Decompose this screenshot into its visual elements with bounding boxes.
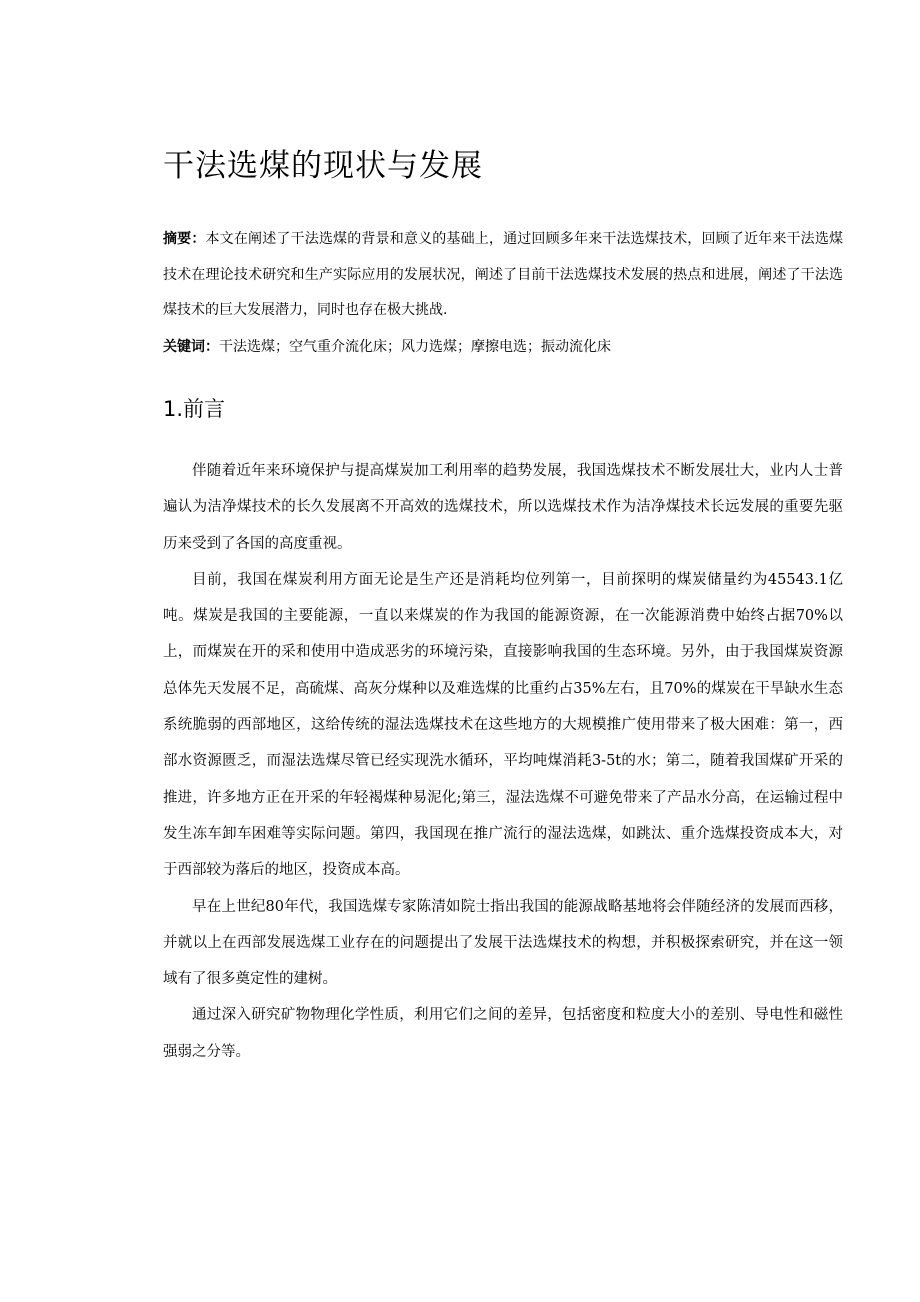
abstract-text: 本文在阐述了干法选煤的背景和意义的基础上，通过回顾多年来干法选煤技术，回顾了近年来干法选煤技术在理论技术研究和生产实际应用的发展状况，阐述了目前干法选煤技术发展的热点和进展，阐述了干法选煤技术的巨大发展潜力，同时也存在极大挑战. bbox=[163, 231, 844, 318]
keywords-label: 关键词： bbox=[163, 339, 219, 355]
section-heading: 1.前言 bbox=[163, 397, 226, 421]
document-title: 干法选煤的现状与发展 bbox=[163, 148, 483, 184]
abstract bbox=[163, 222, 843, 329]
body-text bbox=[163, 453, 843, 1070]
keywords bbox=[163, 330, 843, 365]
paragraph-4: 通过深入研究矿物物理化学性质，利用它们之间的差异，包括密度和粒度大小的差别、导电性和磁性强弱之分等。 bbox=[163, 1007, 843, 1060]
abstract-label: 摘要： bbox=[163, 231, 206, 247]
paragraph-3: 早在上世纪80年代，我国选煤专家陈清如院士指出我国的能源战略基地将会伴随经济的发展而西移，并就以上在西部发展选煤工业存在的问题提出了发展干法选煤技术的构想，并积极探索研究，并在这一领域有了很多奠定性的建树。 bbox=[163, 898, 843, 988]
keywords-text: 干法选煤；空气重介流化床；风力选煤；摩擦电选；振动流化床 bbox=[219, 339, 611, 355]
paragraph-1: 伴随着近年来环境保护与提高煤炭加工利用率的趋势发展，我国选煤技术不断发展壮大，业内人士普遍认为洁净煤技术的长久发展离不开高效的选煤技术，所以选煤技术作为洁净煤技术长远发展的重要先驱历来受到了各国的高度重视。 bbox=[163, 463, 843, 552]
paragraph-2: 目前，我国在煤炭利用方面无论是生产还是消耗均位列第一，目前探明的煤炭储量约为45543.1亿吨。煤炭是我国的主要能源，一直以来煤炭的作为我国的能源资源，在一次能源消费中始终占据70%以上，而煤炭在开的采和使用中造成恶劣的环境污染，直接影响我国的生态环境。另外，由于我国煤炭资源总体先天发展不足，高硫煤、高灰分煤种以及难选煤的比重约占35%左右，且70%的煤炭在干旱缺水生态系统脆弱的西部地区，这给传统的湿法选煤技术在这些地方的大规模推广使用带来了极大困难：第一，西部水资源匮乏，而湿法选煤尽管已经实现洗水循环，平均吨煤消耗3-5t的水；第二，随着我国煤矿开采的推进，许多地方正在开采的年轻褐煤种易泥化;第三，湿法选煤不可避免带来了产品水分高，在运输过程中发生冻车卸车困难等实际问题。第四，我国现在推广流行的湿法选煤，如跳汰、重介选煤投资成本大，对于西部较为落后的地区，投资成本高。 bbox=[163, 571, 843, 879]
